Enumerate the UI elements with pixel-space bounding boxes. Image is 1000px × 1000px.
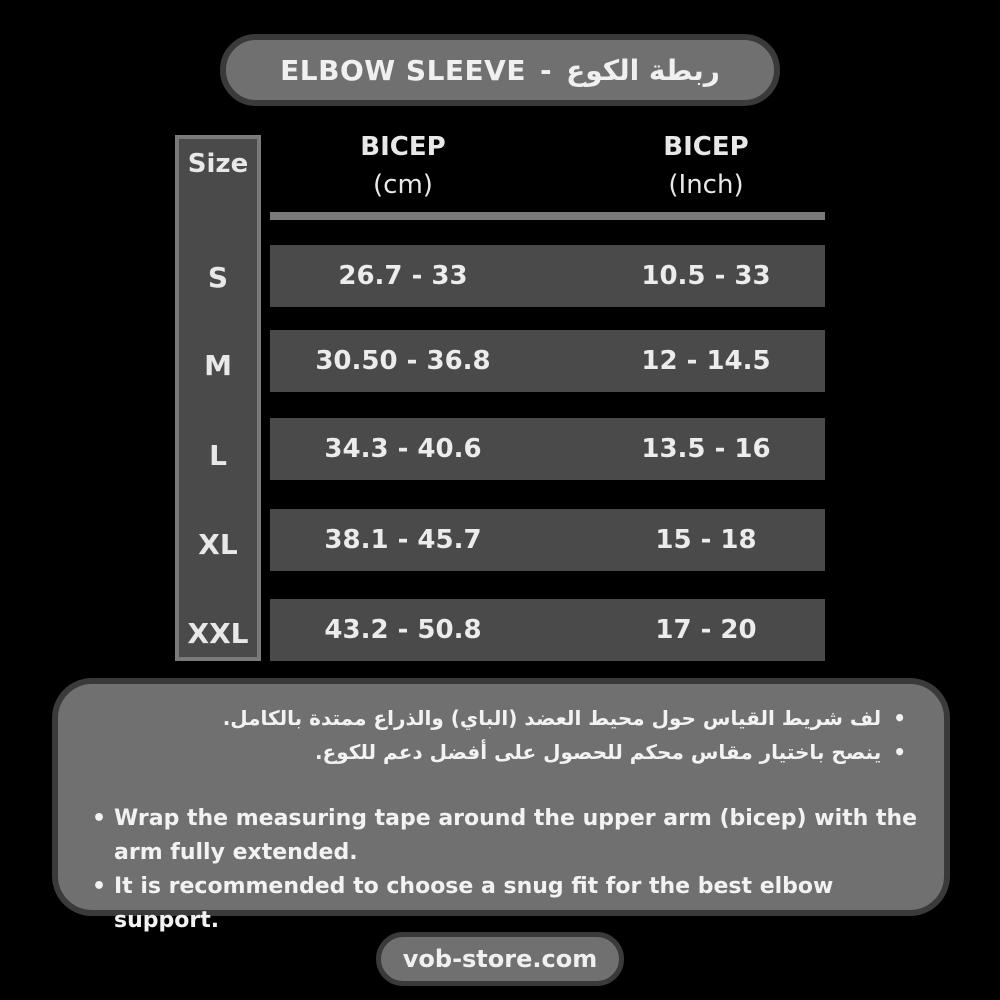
english-note-2: • It is recommended to choose a snug fit for the best elbow support. xyxy=(92,870,932,938)
size-header: Size xyxy=(187,149,249,179)
title-english: ELBOW SLEEVE xyxy=(280,53,526,87)
table-row xyxy=(270,245,825,307)
arabic-note-1: • لف شريط القياس حول محيط العضد (الباي) والذراع ممتدة بالكامل. xyxy=(223,706,906,730)
cell-inch: 12 - 14.5 xyxy=(641,346,771,376)
table-row xyxy=(270,330,825,392)
table-row xyxy=(270,599,825,661)
cell-cm: 34.3 - 40.6 xyxy=(324,434,482,464)
header-divider xyxy=(270,212,825,220)
title-separator: - xyxy=(539,53,553,87)
cell-inch: 15 - 18 xyxy=(655,525,757,555)
cell-inch: 13.5 - 16 xyxy=(641,434,771,464)
cell-cm: 38.1 - 45.7 xyxy=(324,525,482,555)
size-column xyxy=(175,135,261,661)
website-badge xyxy=(376,932,624,986)
size-label-s: S xyxy=(207,261,229,294)
column-header-cm-label: BICEP xyxy=(360,132,446,162)
size-label-xxl: XXL xyxy=(187,617,249,650)
size-label-xl: XL xyxy=(198,528,238,561)
title-banner xyxy=(220,34,780,106)
cell-cm: 26.7 - 33 xyxy=(338,261,468,291)
cell-cm: 30.50 - 36.8 xyxy=(315,346,491,376)
cell-inch: 10.5 - 33 xyxy=(641,261,771,291)
instructions-panel xyxy=(52,678,950,933)
size-label-l: L xyxy=(209,439,227,472)
title-arabic: ربطة الكوع xyxy=(566,53,720,87)
column-header-cm xyxy=(253,128,553,204)
column-header-cm-unit: (cm) xyxy=(373,170,433,200)
cell-cm: 43.2 - 50.8 xyxy=(324,615,482,645)
table-row xyxy=(270,418,825,480)
column-header-inch-unit: (Inch) xyxy=(668,170,744,200)
table-row xyxy=(270,509,825,571)
arabic-note-2: • ينصح باختيار مقاس محكم للحصول على أفضل دعم للكوع. xyxy=(315,740,906,764)
size-label-m: M xyxy=(204,349,232,382)
column-header-inch-label: BICEP xyxy=(663,132,749,162)
column-header-inch xyxy=(556,128,856,204)
english-note-1: • Wrap the measuring tape around the upper arm (bicep) with the arm fully extended. xyxy=(92,802,932,870)
website-text: vob-store.com xyxy=(402,945,598,973)
cell-inch: 17 - 20 xyxy=(655,615,757,645)
